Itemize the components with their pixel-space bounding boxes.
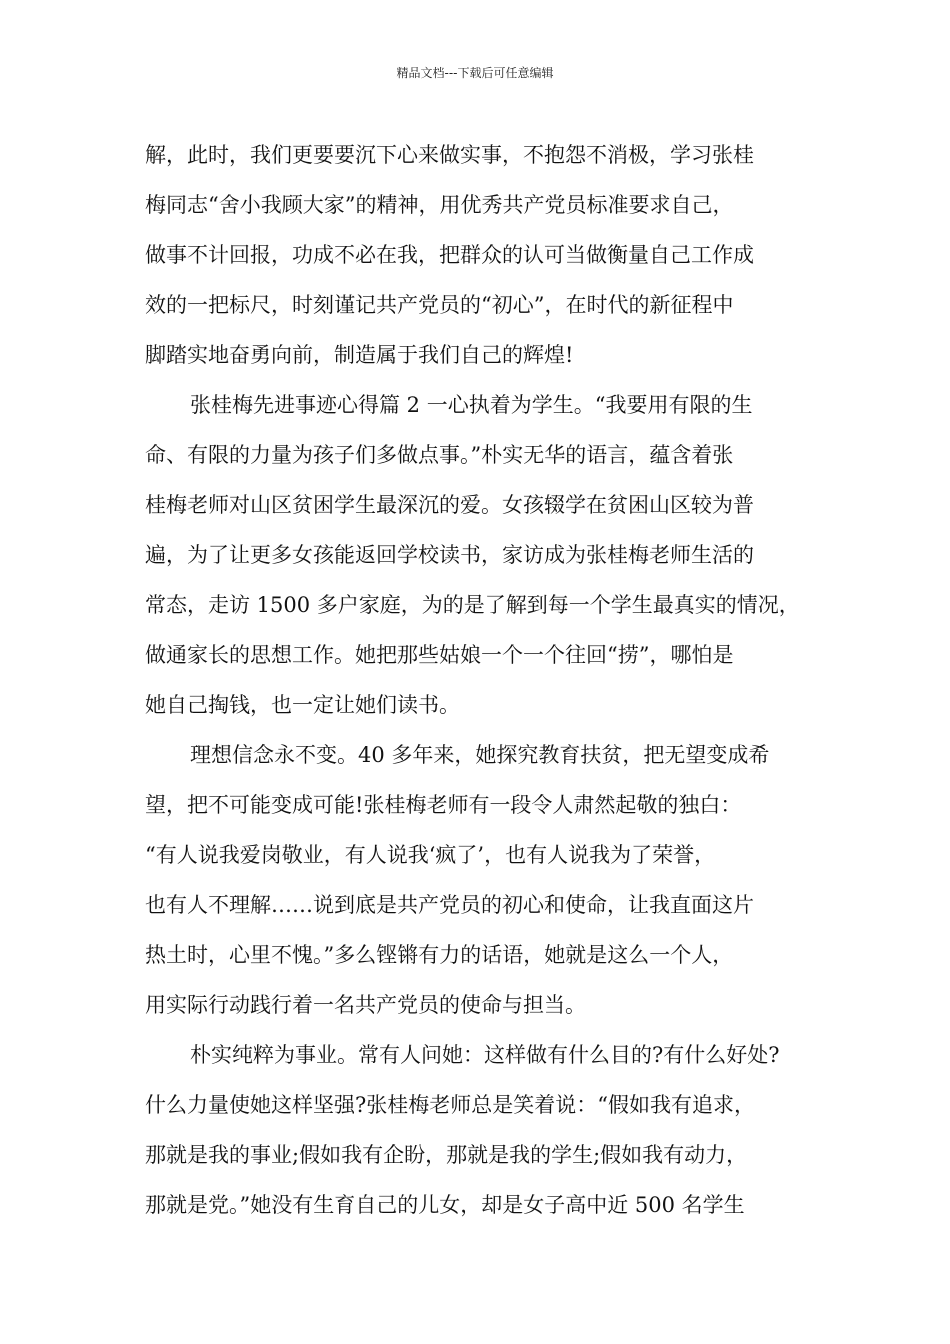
text-line: 梅同志“舍小我顾大家”的精神，用优秀共产党员标准要求自己， — [145, 193, 734, 217]
text-line: 脚踏实地奋勇向前，制造属于我们自己的辉煌! — [145, 343, 574, 367]
text-line: 朴实纯粹为事业。常有人问她：这样做有什么目的?有什么好处? — [190, 1043, 780, 1067]
text-line: 那就是我的事业;假如我有企盼，那就是我的学生;假如我有动力， — [145, 1143, 748, 1167]
text-line: 热土时，心里不愧。”多么铿锵有力的话语，她就是这么一个人， — [145, 943, 734, 967]
text-line: 理想信念永不变。40 多年来，她探究教育扶贫，把无望变成希 — [190, 743, 770, 767]
text-line: 那就是党。”她没有生育自己的儿女，却是女子高中近 500 名学生 — [145, 1193, 745, 1217]
page-header: 精品文档---下载后可任意编辑 — [396, 66, 554, 80]
text-line: 解，此时，我们更要要沉下心来做实事，不抱怨不消极，学习张桂 — [145, 143, 754, 167]
text-line: 做通家长的思想工作。她把那些姑娘一个一个往回“捞”，哪怕是 — [145, 643, 734, 667]
text-line: 命、有限的力量为孩子们多做点事。”朴实无华的语言，蕴含着张 — [145, 443, 734, 467]
text-line: 效的一把标尺，时刻谨记共产党员的“初心”，在时代的新征程中 — [145, 293, 734, 317]
text-line: 张桂梅先进事迹心得篇 2 一心执着为学生。“我要用有限的生 — [190, 393, 753, 417]
text-line: 用实际行动践行着一名共产党员的使命与担当。 — [145, 993, 586, 1017]
text-line: 她自己掏钱，也一定让她们读书。 — [145, 693, 460, 717]
text-line: 常态，走访 1500 多户家庭，为的是了解到每一个学生最真实的情况， — [145, 593, 800, 617]
text-line: 桂梅老师对山区贫困学生最深沉的爱。女孩辍学在贫困山区较为普 — [145, 493, 754, 517]
text-line: 望，把不可能变成可能!张桂梅老师有一段令人肃然起敬的独白： — [145, 793, 742, 817]
text-line: 也有人不理解……说到底是共产党员的初心和使命，让我直面这片 — [145, 893, 754, 917]
text-line: 做事不计回报，功成不必在我，把群众的认可当做衡量自己工作成 — [145, 243, 754, 267]
text-line: 遍，为了让更多女孩能返回学校读书，家访成为张桂梅老师生活的 — [145, 543, 754, 567]
document-body — [145, 130, 815, 1230]
text-line: 什么力量使她这样坚强?张桂梅老师总是笑着说：“假如我有追求， — [145, 1093, 755, 1117]
text-line: “有人说我爱岗敬业，有人说我‘疯了’，也有人说我为了荣誉， — [145, 843, 716, 867]
